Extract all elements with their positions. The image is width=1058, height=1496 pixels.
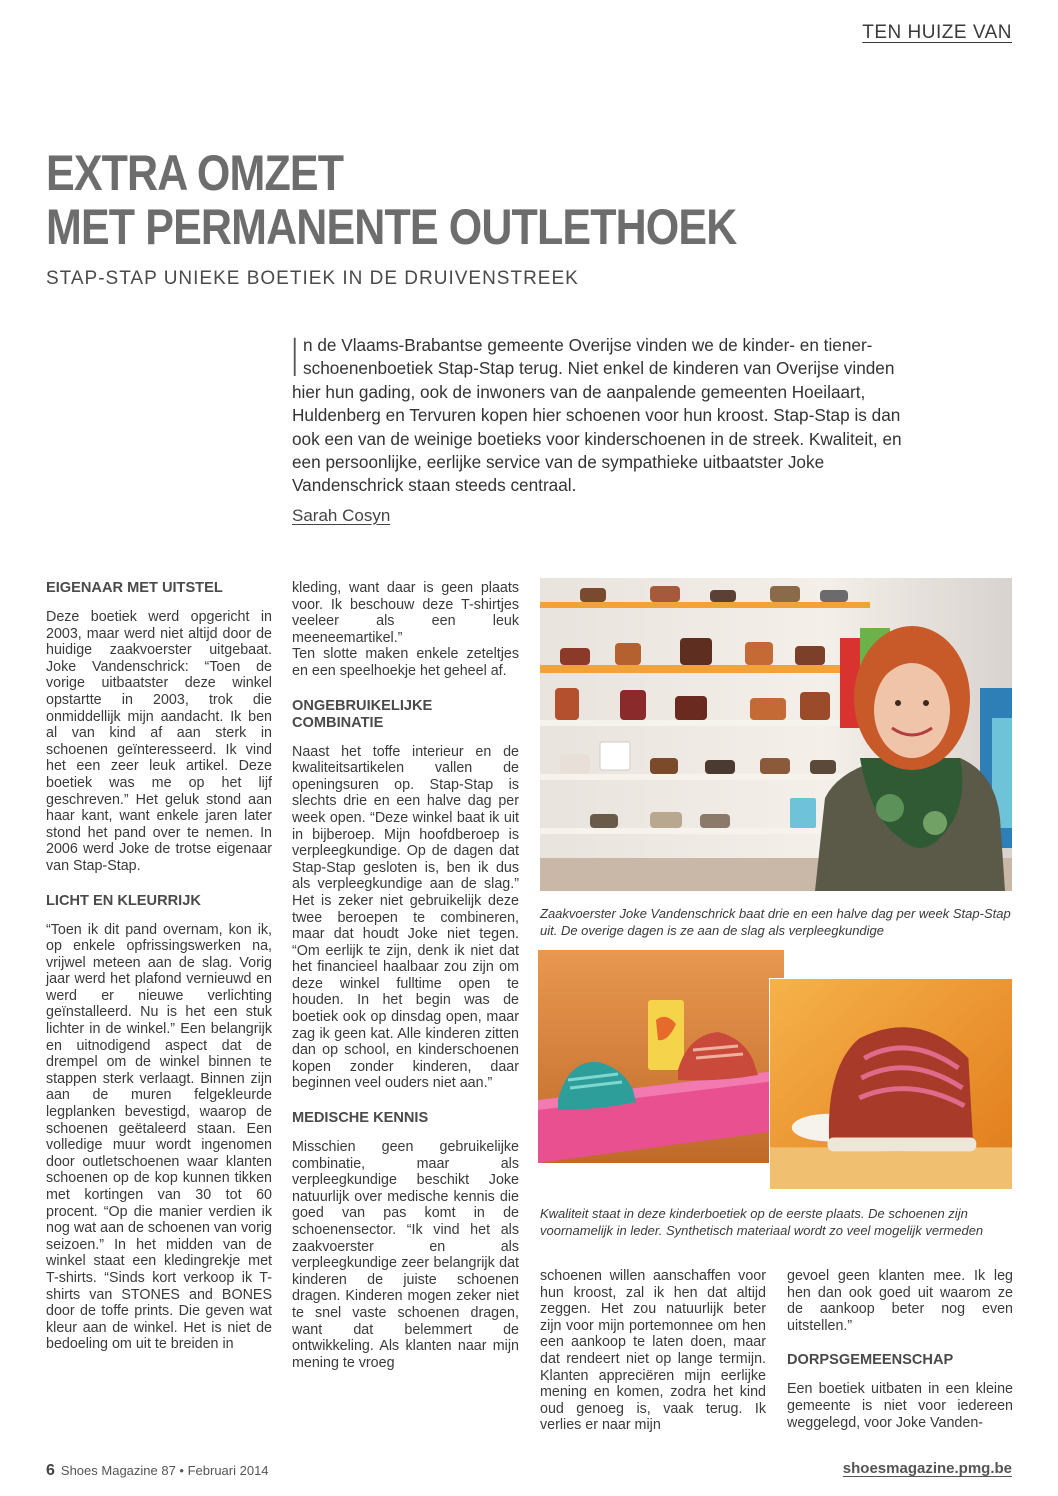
body-paragraph: gevoel geen klanten mee. Ik leg hen dan ook goed uit waarom ze de aankoop beter nog even uitstellen.” [787, 1268, 1013, 1334]
photo-shopkeeper [540, 578, 1012, 891]
body-paragraph: Misschien geen gebruikelijke combinatie, maar als verpleegkundige beschikt Joke natuurlijk over medische kennis die goed van pas komt in de schoenensector. “Ik vind het als zaakvoerster en als verpleegkundige zeer belangrijk dat kinderen de juiste schoenen dragen. Kinderen mogen zeker niet te snel vaste schoenen dragen, want dat belemmert de ontwikkeling. Als klanten naar mijn mening te vroeg [292, 1139, 519, 1371]
footer-folio [46, 1462, 269, 1480]
intro-paragraph [292, 325, 902, 498]
article-column-3 [540, 1268, 766, 1434]
article-column-4 [787, 1268, 1013, 1431]
section-heading: DORPSGEMEENSCHAP [787, 1352, 954, 1369]
headline-line-1: EXTRA OMZET [46, 145, 344, 201]
article-column-1 [46, 580, 272, 1353]
body-paragraph: Ten slotte maken enkele zeteltjes en een speelhoekje het geheel af. [292, 646, 519, 679]
page-number: 6 [46, 1462, 55, 1479]
section-tag: TEN HUIZE VAN [862, 22, 1012, 43]
photo-caption: Zaakvoerster Joke Vandenschrick baat drie en een halve dag per week Stap-Stap uit. De overige dagen is ze aan de slag als verpleegkundige [540, 906, 1011, 938]
photo-shoes-pink-shelf [538, 950, 784, 1163]
magazine-issue: Shoes Magazine 87 • Februari 2014 [60, 1463, 269, 1478]
section-heading: ONGEBRUIKELIJKE COMBINATIE [292, 697, 433, 731]
body-paragraph: “Toen ik dit pand overnam, kon ik, op enkele opfrissingswerken na, vrijwel meteen aan de slag. Vorig jaar werd het plafond vernieuwd en werd er nieuwe verlichting geïnstalleerd. Nu is het een stuk lichter in de winkel.” Een belangrijk en uitnodigend aspect dat de drempel om de winkel binnen te stappen sterk verlaagt. Binnen zijn aan de muren felgekleurde legplanken bevestigd, waarop de schoenen geëtaleerd staan. Een volledige muur wordt ingenomen door outletschoenen waar klanten schoenen op de kop kunnen tikken met kortingen van 30 tot 60 procent. “Op die manier verdien ik nog wat aan de schoenen van vorig seizoen.” In het midden van de winkel staat een kledingrekje met T-shirts. “Sinds kort verkoop ik T-shirts van STONES and BONES door de toffe prints. Die geven wat kleur aan de winkel. Het is niet de bedoeling om uit te breiden in [46, 921, 272, 1353]
body-paragraph: Een boetiek uitbaten in een kleine gemeente is niet voor iedereen weggelegd, voor Joke Vanden- [787, 1381, 1013, 1431]
section-heading: MEDISCHE KENNIS [292, 1110, 429, 1127]
section-heading: LICHT EN KLEURRIJK [46, 892, 201, 909]
footer-url-link[interactable]: shoesmagazine.pmg.be [842, 1460, 1012, 1477]
photo-red-sneakers [769, 978, 1013, 1190]
headline [46, 146, 872, 254]
article-column-2 [292, 580, 519, 1371]
drop-cap: I [292, 325, 298, 388]
author-byline[interactable]: Sarah Cosyn [292, 506, 391, 525]
body-paragraph: schoenen willen aanschaffen voor hun kroost, zal ik hen dat altijd zeggen. Het zou natuurlijk beter zijn voor mijn portemonnee om hen een aankoop te laten doen, maar dat rendeert niet op lange termijn. Klanten appreciëren mijn eerlijke mening en komen, zodra het kind oud genoeg is, vaak terug. Ik verlies er naar mijn [540, 1268, 766, 1434]
headline-line-2: MET PERMANENTE OUTLETHOEK [46, 199, 737, 255]
body-paragraph: kleding, want daar is geen plaats voor. Ik beschouw deze T-shirtjes veeleer als een leuk meeneemartikel.” [292, 580, 519, 646]
section-heading: EIGENAAR MET UITSTEL [46, 580, 223, 596]
photo-caption: Kwaliteit staat in deze kinderboetiek op de eerste plaats. De schoenen zijn voornamelijk in leder. Synthetisch materiaal wordt zo veel mogelijk vermeden [540, 1206, 984, 1238]
body-paragraph: Naast het toffe interieur en de kwaliteitsartikelen vallen de openingsuren op. Stap-Stap is slechts drie en een halve dag per week open. “Deze winkel baat ik uit in bijberoep. Mijn hoofdberoep is verpleegkundige. Op de dagen dat Stap-Stap gesloten is, ben ik dus als verpleegkundige aan de slag.” Het is zeker niet gebruikelijk deze twee beroepen te combineren, maar dat houdt Joke niet tegen. “Om eerlijk te zijn, denk ik niet dat het financieel haalbaar zou zijn om deze winkel fulltime open te houden. In het begin was de boetiek ook op dinsdag open, maar zag ik geen kat. Alle kinderen zitten dan op school, en kinderschoenen kopen zonder kinderen, daar beginnen veel ouders niet aan.” [292, 743, 519, 1092]
intro-text: n de Vlaams-Brabantse gemeente Overijse vinden we de kinder- en tiener-schoenenboetiek Stap-Stap terug. Niet enkel de kinderen van Overijse vinden hier hun gading, ook de inwoners van de aanpalende gemeenten Hoeilaart, Huldenberg en Tervuren kopen hier schoenen voor hun kroost. Stap-Stap is dan ook een van de weinige boetieks voor kinderschoenen in de streek. Kwaliteit, en een persoonlijke, eerlijke service van de sympathieke uitbaatster Joke Vandenschrick staan steeds centraal. [292, 335, 902, 496]
subheadline: STAP-STAP UNIEKE BOETIEK IN DE DRUIVENSTREEK [46, 268, 579, 289]
body-paragraph: Deze boetiek werd opgericht in 2003, maar werd niet altijd door de huidige zaakvoerster uitgebaat. Joke Vandenschrick: “Toen de vorige uitbaatster deze winkel opstartte in 2003, trok die onmiddellijk mijn aandacht. Ik ben al van kind af aan sterk in schoenen geïnteresseerd. Ik vind het een zeer leuk artikel. Deze boetiek was me op het lijf geschreven.” Het geluk stond aan haar kant, want enkele jaren later stond het pand over te nemen. In 2006 werd Joke de trotse eigenaar van Stap-Stap. [46, 609, 272, 874]
